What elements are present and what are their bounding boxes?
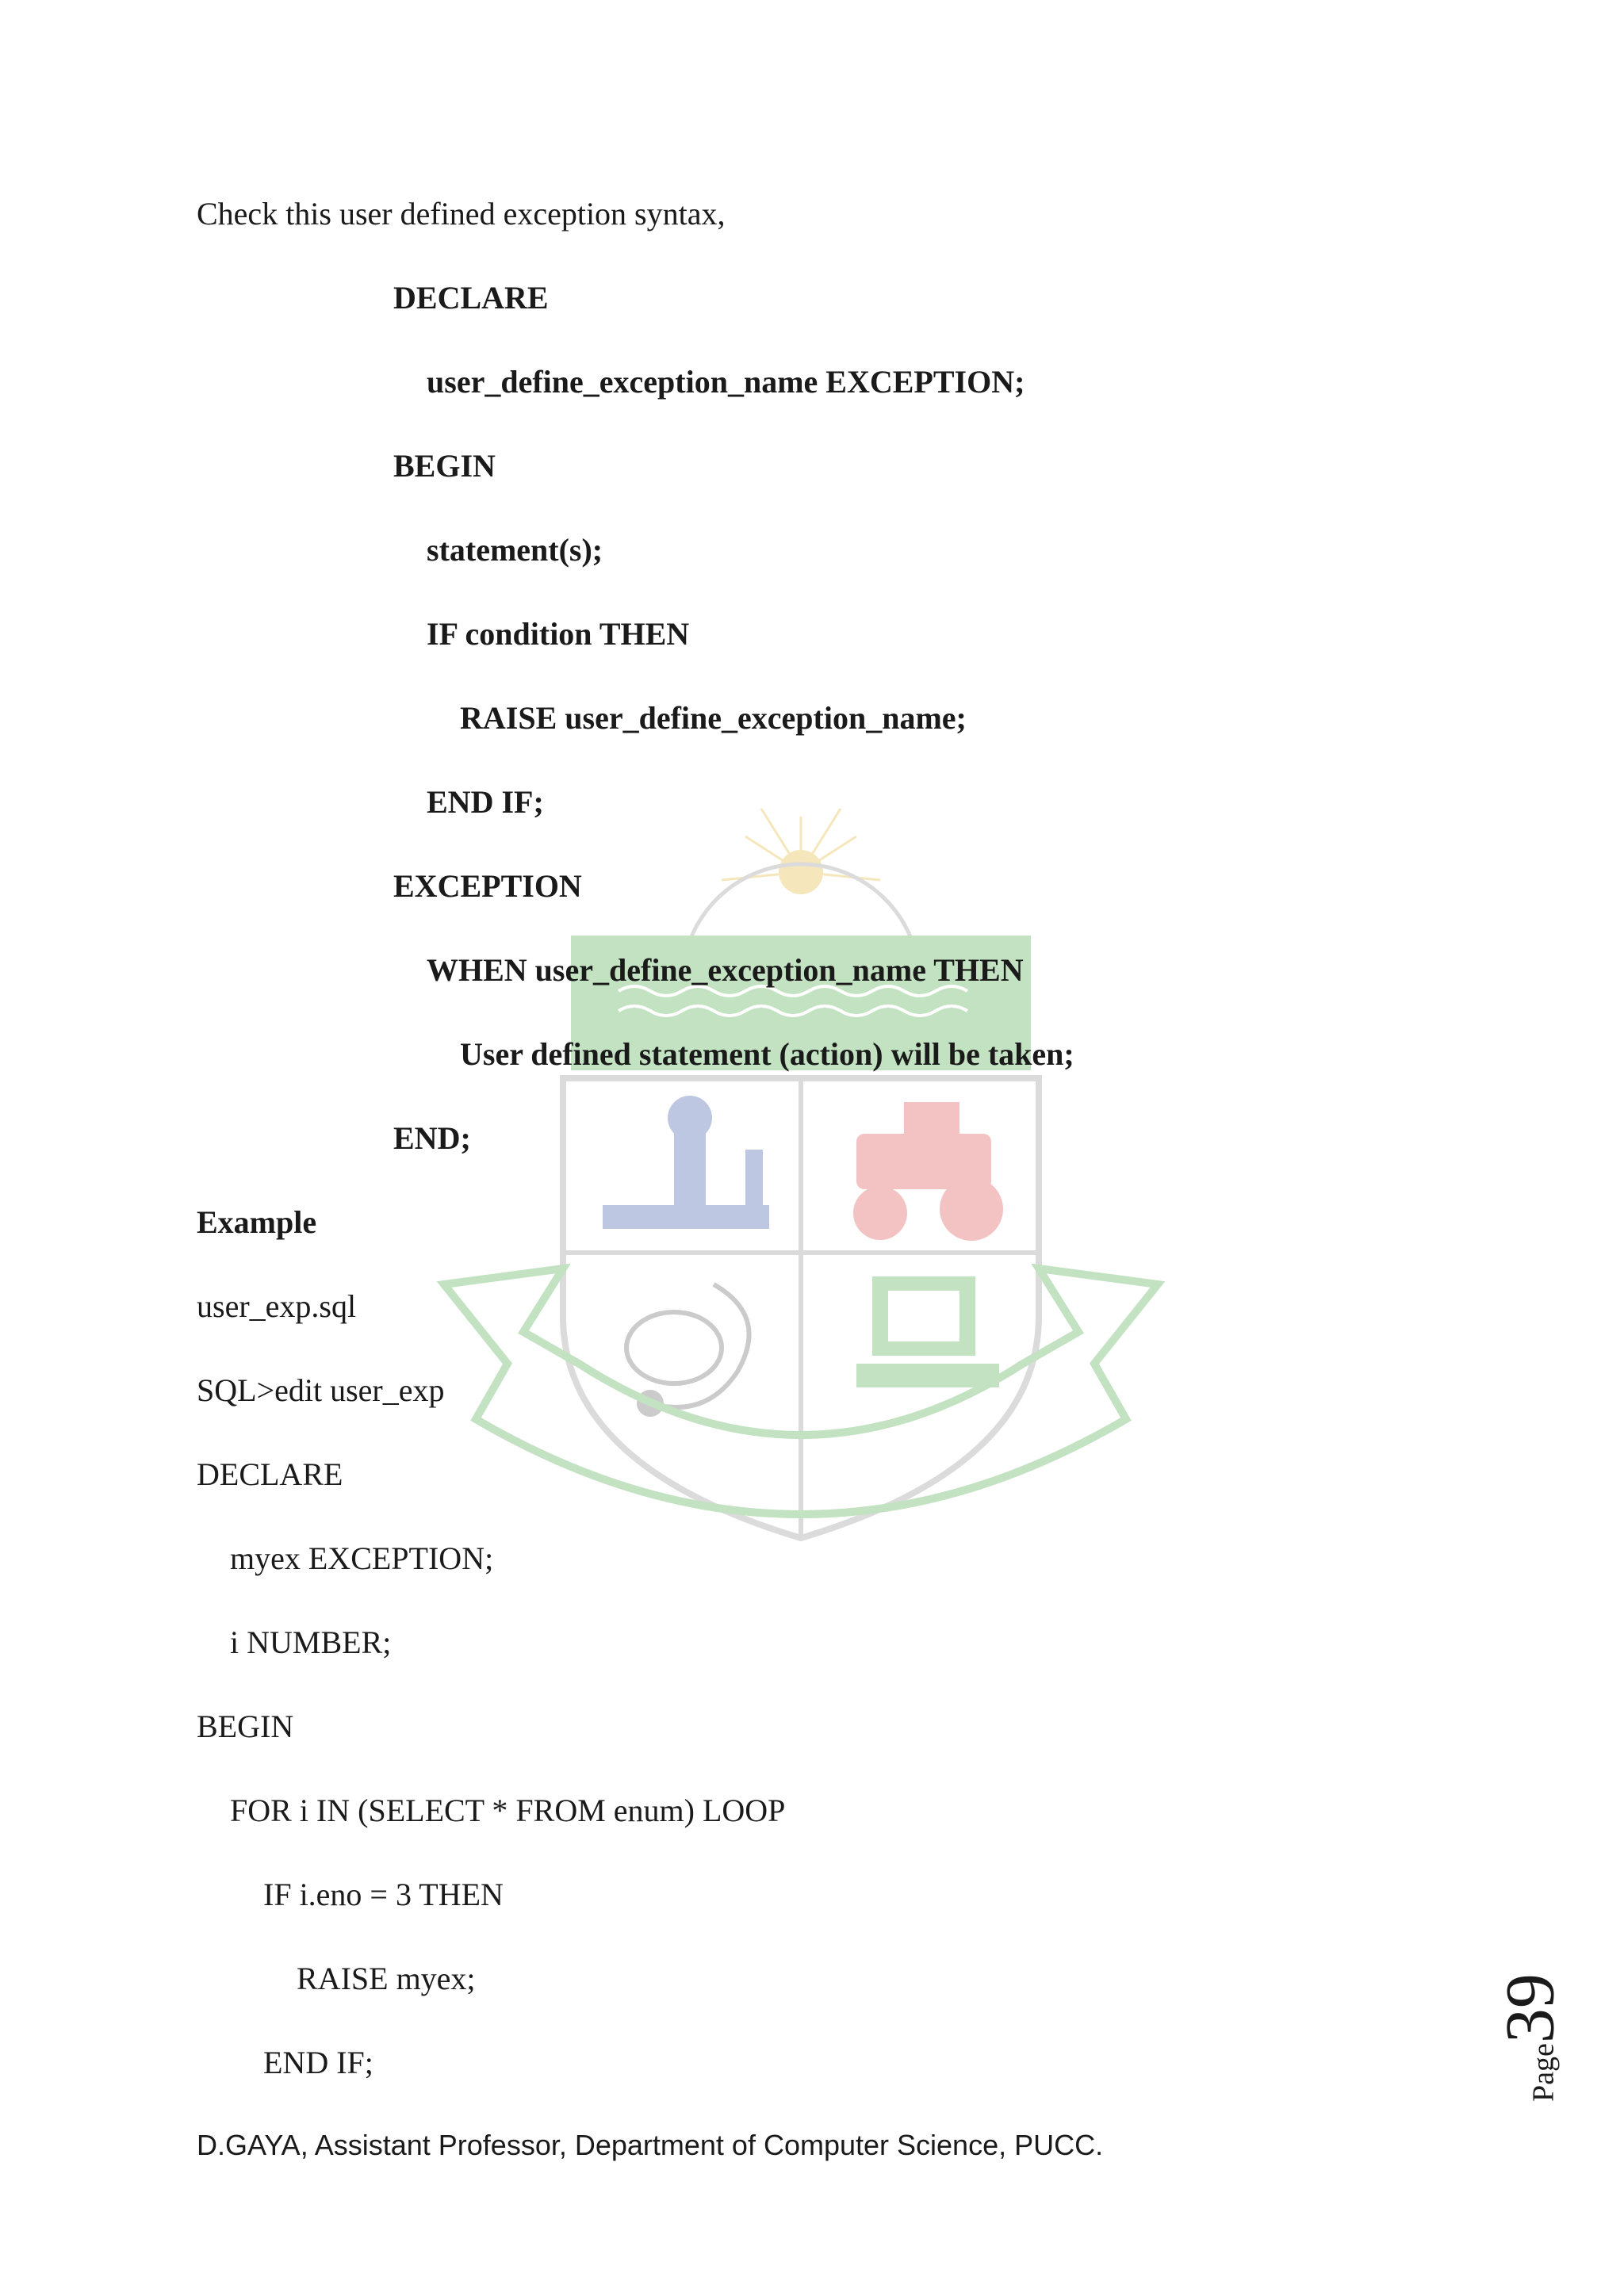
- tractor-icon: [853, 1102, 1003, 1241]
- syntax-line: EXCEPTION: [393, 868, 582, 904]
- stethoscope-icon: [626, 1284, 749, 1414]
- syntax-line: IF condition THEN: [427, 616, 690, 652]
- syntax-line: END IF;: [427, 784, 544, 820]
- sun-icon: [779, 850, 823, 894]
- code-line: BEGIN: [197, 1709, 294, 1744]
- sql-command: SQL>edit user_exp: [197, 1372, 445, 1408]
- university-crest-watermark: [412, 793, 1189, 1554]
- example-heading: Example: [197, 1204, 317, 1240]
- blue-figure-icon: [603, 1096, 769, 1229]
- code-line: i NUMBER;: [230, 1624, 392, 1660]
- code-line: END IF;: [263, 2045, 373, 2080]
- code-line: myex EXCEPTION;: [230, 1540, 494, 1576]
- syntax-line: RAISE user_define_exception_name;: [460, 700, 967, 736]
- syntax-line: user_define_exception_name EXCEPTION;: [427, 364, 1025, 400]
- syntax-line: END;: [393, 1120, 471, 1156]
- code-line: IF i.eno = 3 THEN: [263, 1877, 504, 1912]
- syntax-line: BEGIN: [393, 448, 496, 484]
- page-footer: D.GAYA, Assistant Professor, Department of Computer Science, PUCC.: [197, 2129, 1104, 2161]
- syntax-line: DECLARE: [393, 280, 549, 316]
- code-line: FOR i IN (SELECT * FROM enum) LOOP: [230, 1793, 786, 1828]
- syntax-line: statement(s);: [427, 532, 603, 568]
- syntax-line: WHEN user_define_exception_name THEN: [427, 952, 1024, 988]
- syntax-line: User defined statement (action) will be taken;: [460, 1036, 1074, 1072]
- code-line: RAISE myex;: [297, 1961, 476, 1996]
- file-name: user_exp.sql: [197, 1288, 357, 1324]
- code-line: DECLARE: [197, 1456, 343, 1492]
- intro-text: Check this user defined exception syntax,: [197, 196, 726, 232]
- page-label: Page: [1526, 2043, 1561, 2102]
- computer-icon: [856, 1276, 999, 1387]
- page-number: 39: [1492, 1973, 1569, 2044]
- page-number-box: [1483, 1974, 1578, 2101]
